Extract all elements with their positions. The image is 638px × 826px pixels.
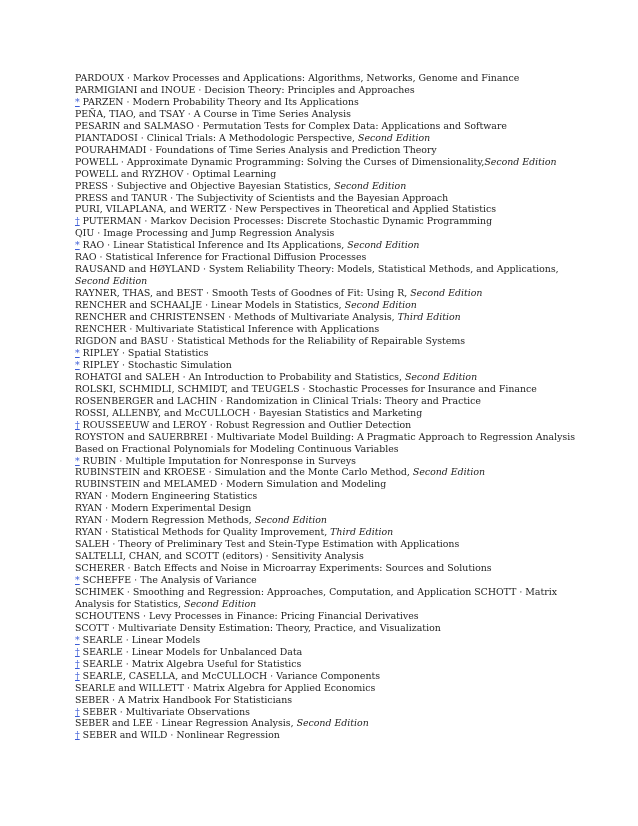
list-item	[75, 683, 595, 695]
entry-text: ROHATGI and SALEH · An Introduction to Probability and Statistics,	[75, 371, 405, 383]
list-item	[75, 157, 595, 169]
list-item	[75, 647, 595, 659]
list-item	[75, 611, 595, 623]
list-item	[75, 228, 595, 240]
entry-text: POWELL · Approximate Dynamic Programming: Solving the Curses of Dimensionality,	[75, 156, 485, 168]
entry-text: ROLSKI, SCHMIDLI, SCHMIDT, and TEUGELS · Stochastic Processes for Insurance and Finance	[75, 383, 537, 395]
entry-text: PARDOUX · Markov Processes and Applications: Algorithms, Networks, Genome and Finance	[75, 73, 520, 84]
entry-text: SCHERER · Batch Effects and Noise in Microarray Experiments: Sources and Solutions	[75, 563, 492, 575]
entry-text: SEARLE · Matrix Algebra Useful for Statistics	[79, 658, 302, 670]
list-item	[75, 324, 595, 336]
entry-text: RIPLEY · Spatial Statistics	[79, 347, 209, 359]
dagger-link[interactable]: †	[75, 730, 80, 742]
asterisk-link[interactable]: *	[75, 96, 80, 108]
entry-text: RAO · Linear Statistical Inference and Its Applications,	[79, 240, 348, 252]
list-item	[75, 587, 595, 611]
entry-text: PEÑA, TIAO, and TSAY · A Course in Time Series Analysis	[75, 108, 351, 120]
edition-label: Second Edition	[484, 156, 557, 168]
list-item	[75, 396, 595, 408]
entry-text: POURAHMADI · Foundations of Time Series Analysis and Prediction Theory	[75, 144, 437, 156]
list-item	[75, 539, 595, 551]
list-item	[75, 623, 595, 635]
entry-text: RAYNER, THAS, and BEST · Smooth Tests of Goodnes of Fit: Using R,	[75, 288, 411, 300]
list-item	[75, 372, 595, 384]
entry-text: SEBER and WILD · Nonlinear Regression	[79, 730, 280, 742]
list-item	[75, 551, 595, 563]
asterisk-link[interactable]: *	[75, 634, 80, 646]
list-item	[75, 73, 595, 85]
list-item	[75, 145, 595, 157]
asterisk-link[interactable]: *	[75, 455, 80, 467]
entry-text: SALTELLI, CHAN, and SCOTT (editors) · Sensitivity Analysis	[75, 551, 364, 563]
entry-text: RIPLEY · Stochastic Simulation	[79, 359, 232, 371]
list-item	[75, 109, 595, 121]
entry-text: RAO · Statistical Inference for Fractional Diffusion Processes	[75, 252, 367, 264]
list-item	[75, 408, 595, 420]
list-item	[75, 193, 595, 205]
edition-label: Third Edition	[330, 527, 394, 539]
entry-text: POWELL and RYZHOV · Optimal Learning	[75, 168, 277, 180]
entry-text: SEARLE · Linear Models	[79, 634, 201, 646]
list-item	[75, 348, 595, 360]
list-item	[75, 133, 595, 145]
entry-text: RYAN · Modern Experimental Design	[75, 503, 252, 515]
list-item	[75, 216, 595, 228]
list-item	[75, 456, 595, 468]
list-item	[75, 181, 595, 193]
list-item	[75, 659, 595, 671]
list-item	[75, 527, 595, 539]
list-item	[75, 169, 595, 181]
list-item	[75, 288, 595, 300]
list-item	[75, 264, 595, 288]
dagger-link[interactable]: †	[75, 670, 80, 682]
dagger-link[interactable]: †	[75, 646, 80, 658]
list-item	[75, 575, 595, 587]
entry-text: PESARIN and SALMASO · Permutation Tests for Complex Data: Applications and Software	[75, 120, 507, 132]
edition-label: Second Edition	[344, 300, 417, 312]
entry-text: ROSSI, ALLENBY, and McCULLOCH · Bayesian Statistics and Marketing	[75, 407, 423, 419]
edition-label: Second Edition	[412, 467, 486, 479]
edition-label: Second Edition	[184, 598, 257, 610]
entry-text: RUBINSTEIN and KROESE · Simulation and the Monte Carlo Method,	[75, 467, 413, 479]
entry-text: RUBINSTEIN and MELAMED · Modern Simulation and Modeling	[75, 479, 387, 491]
entry-text: ROYSTON and SAUERBREI · Multivariate Model Building: A Pragmatic Approach to Regression Analysis Based on Fractional Polynomials for Modeling Continuous Variables	[75, 431, 576, 455]
list-item	[75, 420, 595, 432]
edition-label: Second Edition	[75, 276, 148, 288]
list-item	[75, 312, 595, 324]
bibliography-list	[75, 73, 595, 742]
dagger-link[interactable]: †	[75, 419, 80, 431]
entry-text: SCHEFFE · The Analysis of Variance	[79, 575, 257, 587]
entry-text: PARMIGIANI and INOUE · Decision Theory: Principles and Approaches	[75, 84, 415, 96]
entry-text: PRESS · Subjective and Objective Bayesian Statistics,	[75, 180, 335, 192]
entry-text: SCHOUTENS · Levy Processes in Finance: Pricing Financial Derivatives	[75, 610, 419, 622]
list-item	[75, 491, 595, 503]
edition-label: Second Edition	[347, 240, 420, 252]
list-item	[75, 695, 595, 707]
list-item	[75, 336, 595, 348]
entry-text: QIU · Image Processing and Jump Regression Analysis	[75, 228, 335, 240]
list-item	[75, 671, 595, 683]
entry-text: RENCHER and SCHAALJE · Linear Models in Statistics,	[75, 300, 345, 312]
edition-label: Second Edition	[358, 132, 431, 144]
entry-text: SCOTT · Multivariate Density Estimation: Theory, Practice, and Visualization	[75, 622, 441, 634]
list-item	[75, 707, 595, 719]
list-item	[75, 252, 595, 264]
entry-text: RYAN · Statistical Methods for Quality Improvement,	[75, 527, 331, 539]
entry-text: SEBER · Multivariate Observations	[79, 706, 250, 718]
entry-text: PURI, VILAPLANA, and WERTZ · New Perspectives in Theoretical and Applied Statistics	[75, 204, 497, 216]
entry-text: RUBIN · Multiple Imputation for Nonresponse in Surveys	[79, 455, 356, 467]
list-item	[75, 204, 595, 216]
entry-text: PUTERMAN · Markov Decision Processes: Discrete Stochastic Dynamic Programming	[79, 216, 493, 228]
entry-text: ROSENBERGER and LACHIN · Randomization in Clinical Trials: Theory and Practice	[75, 395, 481, 407]
list-item	[75, 563, 595, 575]
dagger-link[interactable]: †	[75, 706, 80, 718]
list-item	[75, 432, 595, 456]
entry-text: SEBER and LEE · Linear Regression Analysis,	[75, 718, 297, 730]
list-item	[75, 730, 595, 742]
edition-label: Second Edition	[334, 180, 407, 192]
list-item	[75, 360, 595, 372]
dagger-link[interactable]: †	[75, 658, 80, 670]
entry-text: SEBER · A Matrix Handbook For Statisticians	[75, 694, 293, 706]
asterisk-link[interactable]: *	[75, 347, 80, 359]
list-item	[75, 467, 595, 479]
list-item	[75, 97, 595, 109]
entry-text: SEARLE · Linear Models for Unbalanced Data	[79, 646, 303, 658]
edition-label: Second Edition	[254, 515, 327, 527]
entry-text: ROUSSEEUW and LEROY · Robust Regression and Outlier Detection	[79, 419, 412, 431]
entry-text: RYAN · Modern Engineering Statistics	[75, 491, 258, 503]
entry-text: SCHIMEK · Smoothing and Regression: Approaches, Computation, and Application SCHOTT · Matrix Analysis for Statistics,	[75, 586, 558, 610]
edition-label: Third Edition	[397, 312, 461, 324]
dagger-link[interactable]: †	[75, 216, 80, 228]
entry-text: SEARLE and WILLETT · Matrix Algebra for Applied Economics	[75, 682, 376, 694]
list-item	[75, 635, 595, 647]
list-item	[75, 121, 595, 133]
entry-text: SALEH · Theory of Preliminary Test and Stein-Type Estimation with Applications	[75, 539, 460, 551]
list-item	[75, 384, 595, 396]
list-item	[75, 85, 595, 97]
entry-text: SEARLE, CASELLA, and McCULLOCH · Variance Components	[79, 670, 381, 682]
entry-text: RENCHER · Multivariate Statistical Inference with Applications	[75, 324, 380, 336]
asterisk-link[interactable]: *	[75, 359, 80, 371]
entry-text: RAUSAND and HØYLAND · System Reliability Theory: Models, Statistical Methods, and Applications,	[75, 264, 559, 276]
list-item	[75, 515, 595, 527]
entry-text: RYAN · Modern Regression Methods,	[75, 515, 255, 527]
asterisk-link[interactable]: *	[75, 240, 80, 252]
list-item	[75, 718, 595, 730]
entry-text: PRESS and TANUR · The Subjectivity of Scientists and the Bayesian Approach	[75, 192, 449, 204]
entry-text: RENCHER and CHRISTENSEN · Methods of Multivariate Analysis,	[75, 312, 398, 324]
asterisk-link[interactable]: *	[75, 575, 80, 587]
entry-text: PARZEN · Modern Probability Theory and Its Applications	[79, 96, 359, 108]
edition-label: Second Edition	[296, 718, 369, 730]
list-item	[75, 479, 595, 491]
entry-text: PIANTADOSI · Clinical Trials: A Methodologic Perspective,	[75, 132, 359, 144]
edition-label: Second Edition	[410, 288, 483, 300]
edition-label: Second Edition	[404, 371, 478, 383]
list-item	[75, 503, 595, 515]
list-item	[75, 300, 595, 312]
entry-text: RIGDON and BASU · Statistical Methods for the Reliability of Repairable Systems	[75, 335, 466, 347]
list-item	[75, 240, 595, 252]
